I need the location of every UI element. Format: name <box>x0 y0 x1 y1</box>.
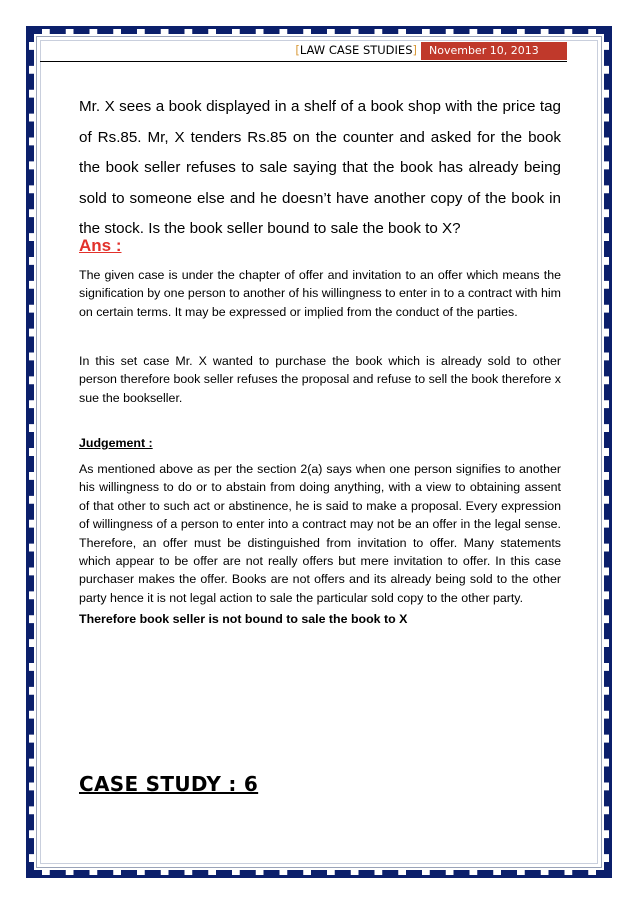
header-title <box>295 43 417 57</box>
case-study-heading: CASE STUDY : 6 <box>79 772 259 796</box>
header-rule <box>40 61 567 62</box>
answer-heading: Ans : <box>79 236 122 255</box>
header-bracket-close: ] <box>412 43 417 57</box>
answer-paragraph-2: In this set case Mr. X wanted to purchase the book which is already sold to other person therefore book seller refuses the proposal and refuse to sell the book therefore x sue the bookseller. <box>79 354 561 405</box>
header-date: November 10, 2013 <box>421 42 567 60</box>
question-text: Mr. X sees a book displayed in a shelf of a book shop with the price tag of Rs.85. Mr, X tenders Rs.85 on the counter and asked for the book the book seller refuses to sale saying that the book has already being sold to someone else and he doesn’t have another copy of the book in the stock. Is the book seller bound to sale the book to X? <box>79 98 561 237</box>
header-bracket-open: [ <box>295 43 300 57</box>
answer-paragraph-1: The given case is under the chapter of offer and invitation to an offer which means the signification by one person to another of his willingness to enter in to a contract with him on certain terms. It may be expressed or implied from the conduct of the parties. <box>79 268 561 319</box>
judgement-heading: Judgement : <box>79 436 153 450</box>
page-header <box>40 42 567 62</box>
header-title-text: LAW CASE STUDIES <box>299 43 413 57</box>
judgement-conclusion: Therefore book seller is not bound to sale the book to X <box>79 612 408 626</box>
judgement-body: As mentioned above as per the section 2(a) says when one person signifies to another his willingness to do or to abstain from doing anything, with a view to obtaining assent of that other to such act or abstinence, he is said to make a proposal. Every expression of willingness of a person to enter into a contract may not be an offer in the legal sense. Therefore, an offer must be distinguished from invitation to offer. Many statements which appear to be offer are not really offers but mere invitation to offer. In this case purchaser makes the offer. Books are not offers and its already being sold to the other party hence it is not legal action to sale the particular sold copy to the other party. <box>79 462 561 605</box>
